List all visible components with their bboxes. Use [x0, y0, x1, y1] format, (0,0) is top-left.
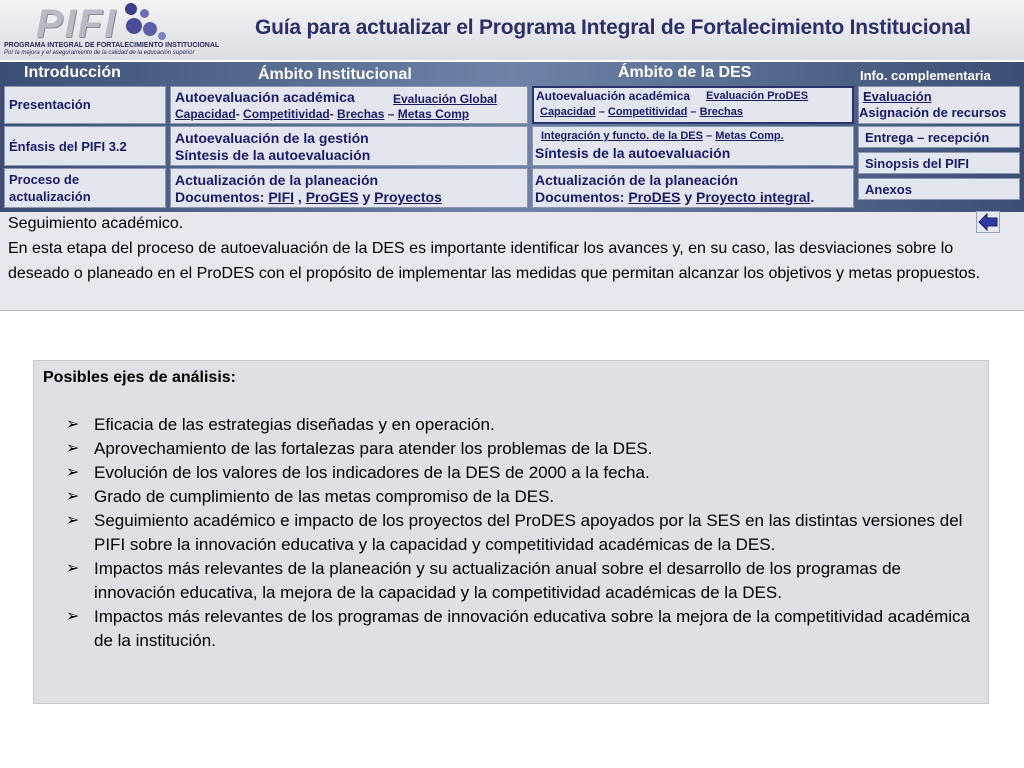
link-proyectos[interactable]: Proyectos [374, 189, 442, 205]
cell-inst-planeacion: Actualización de la planeación Documentos: PIFI , ProGES y Proyectos [170, 168, 528, 208]
arrow-bullet-icon: ➢ [66, 512, 80, 529]
link-proceso[interactable]: Proceso de [9, 172, 80, 187]
link-metas-comp[interactable]: Metas Comp [397, 107, 470, 121]
label-des-documentos: Documentos: [535, 189, 625, 205]
seguimiento-body: En esta etapa del proceso de autoevaluación de la DES es importante identificar los avances y, en su caso, las desviaciones sobre lo deseado o planeado en el ProDES con el propósito de implementar las medidas que permitan alcanzar los objetivos y metas propuestos. [8, 240, 981, 282]
cell-proceso [4, 168, 166, 208]
back-arrow-icon[interactable] [976, 211, 1000, 233]
ejes-list [66, 413, 974, 653]
arrow-bullet-icon: ➢ [66, 608, 80, 625]
list-item: ➢ Aprovechamiento de las fortalezas para atender los problemas de la DES. [94, 437, 974, 461]
link-actualizacion[interactable]: actualización [9, 189, 91, 204]
arrow-bullet-icon: ➢ [66, 464, 80, 481]
link-des-capacidad[interactable]: Capacidad [540, 106, 596, 118]
list-item: ➢ Evolución de los valores de los indicadores de la DES de 2000 a la fecha. [94, 461, 974, 485]
cell-info-evaluacion [858, 86, 1020, 124]
link-actualizacion-planeacion[interactable]: Actualización de la planeación [175, 172, 379, 188]
link-sinopsis-pifi[interactable]: Sinopsis del PIFI [865, 156, 970, 171]
navigation-panel [0, 62, 1024, 212]
header-bar [0, 0, 1024, 60]
cell-des-planeacion: Actualización de la planeación Documentos: ProDES y Proyecto integral. [532, 168, 854, 208]
link-sintesis-autoevaluacion[interactable]: Síntesis de la autoevaluación [175, 147, 371, 163]
cell-presentacion [4, 86, 166, 124]
seguimiento-section [0, 212, 1024, 311]
cell-inst-autoevaluacion: Autoevaluación académica Evaluación Global Capacidad- Competitividad- Brechas – Metas Comp [170, 86, 528, 124]
seguimiento-title: Seguimiento académico. [8, 215, 184, 232]
link-capacidad[interactable]: Capacidad [175, 107, 236, 121]
list-item: ➢ Eficacia de las estrategias diseñadas y en operación. [94, 413, 974, 437]
link-enfasis-pifi[interactable]: Énfasis del PIFI 3.2 [9, 139, 127, 154]
tab-introduccion[interactable]: Introducción [24, 64, 121, 81]
link-des-sintesis[interactable]: Síntesis de la autoevaluación [535, 145, 731, 161]
link-prodes[interactable]: ProDES [628, 189, 681, 205]
tab-ambito-institucional[interactable]: Ámbito Institucional [258, 66, 412, 83]
link-des-competitividad[interactable]: Competitividad [607, 106, 688, 118]
link-brechas[interactable]: Brechas [337, 107, 385, 121]
ejes-title: Posibles ejes de análisis: [43, 369, 236, 386]
ejes-analisis-box [33, 360, 989, 704]
link-des-brechas[interactable]: Brechas [699, 106, 743, 118]
list-item: ➢ Seguimiento académico e impacto de los proyectos del ProDES apoyados por la SES en las distintas versiones del PIFI sobre la innovación educativa y la capacidad y competitividad académicas de la DES. [66, 511, 963, 554]
cell-des-integracion: Integración y functo. de la DES – Metas Comp. Síntesis de la autoevaluación [532, 126, 854, 166]
arrow-bullet-icon: ➢ [66, 416, 80, 433]
link-entrega-recepcion[interactable]: Entrega – recepción [865, 130, 990, 145]
link-proyecto-integral[interactable]: Proyecto integral [696, 189, 811, 205]
page-title: Guía para actualizar el Programa Integral de Fortalecimiento Institucional [255, 16, 971, 39]
link-pifi[interactable]: PIFI [268, 189, 295, 205]
label-des-autoevaluacion: Autoevaluación académica [536, 89, 691, 103]
cell-inst-gestion [170, 126, 528, 166]
cell-enfasis [4, 126, 166, 166]
list-item: ➢ Grado de cumplimiento de las metas compromiso de la DES. [94, 485, 974, 509]
cell-info-anexos [858, 178, 1020, 200]
link-proges[interactable]: ProGES [305, 189, 359, 205]
link-evaluacion-prodes[interactable]: Evaluación ProDES [706, 90, 809, 102]
list-item: ➢ Impactos más relevantes de los programas de innovación educativa sobre la mejora de la competitividad académica de la institución. [66, 607, 970, 650]
arrow-bullet-icon: ➢ [66, 440, 80, 457]
logo-tagline: Por la mejora y el aseguramiento de la calidad de la educación superior [4, 50, 195, 56]
link-des-metas-comp[interactable]: Metas Comp. [715, 130, 784, 142]
link-asignacion-recursos[interactable]: Asignación de recursos [859, 105, 1007, 120]
link-presentacion[interactable]: Presentación [9, 97, 91, 112]
logo-text: PIFI [36, 2, 118, 46]
link-integracion-des[interactable]: Integración y functo. de la DES [541, 130, 703, 142]
logo-subtitle: PROGRAMA INTEGRAL DE FORTALECIMIENTO INSTITUCIONAL [4, 42, 220, 49]
link-evaluacion-global[interactable]: Evaluación Global [393, 92, 498, 106]
link-des-actualizacion-planeacion[interactable]: Actualización de la planeación [535, 172, 739, 188]
label-autoevaluacion-academica: Autoevaluación académica [175, 89, 355, 105]
cell-info-entrega [858, 126, 1020, 148]
link-evaluacion[interactable]: Evaluación [863, 89, 932, 104]
label-documentos: Documentos: [175, 189, 265, 205]
link-competitividad[interactable]: Competitividad [243, 107, 330, 121]
tab-info-complementaria[interactable]: Info. complementaria [860, 68, 991, 83]
arrow-bullet-icon: ➢ [66, 560, 80, 577]
list-item: ➢ Impactos más relevantes de la planeación y su actualización anual sobre el desarrollo de los programas de innovación educativa, la mejora de la capacidad y la competitividad académicas de la DES. [66, 559, 902, 602]
link-autoevaluacion-gestion[interactable]: Autoevaluación de la gestión [175, 130, 369, 146]
cell-des-autoevaluacion: Autoevaluación académica Evaluación ProDES Capacidad – Competitividad – Brechas [532, 86, 854, 124]
tab-ambito-des[interactable]: Ámbito de la DES [618, 64, 752, 81]
cell-info-sinopsis [858, 152, 1020, 174]
link-anexos[interactable]: Anexos [865, 182, 912, 197]
arrow-bullet-icon: ➢ [66, 488, 80, 505]
